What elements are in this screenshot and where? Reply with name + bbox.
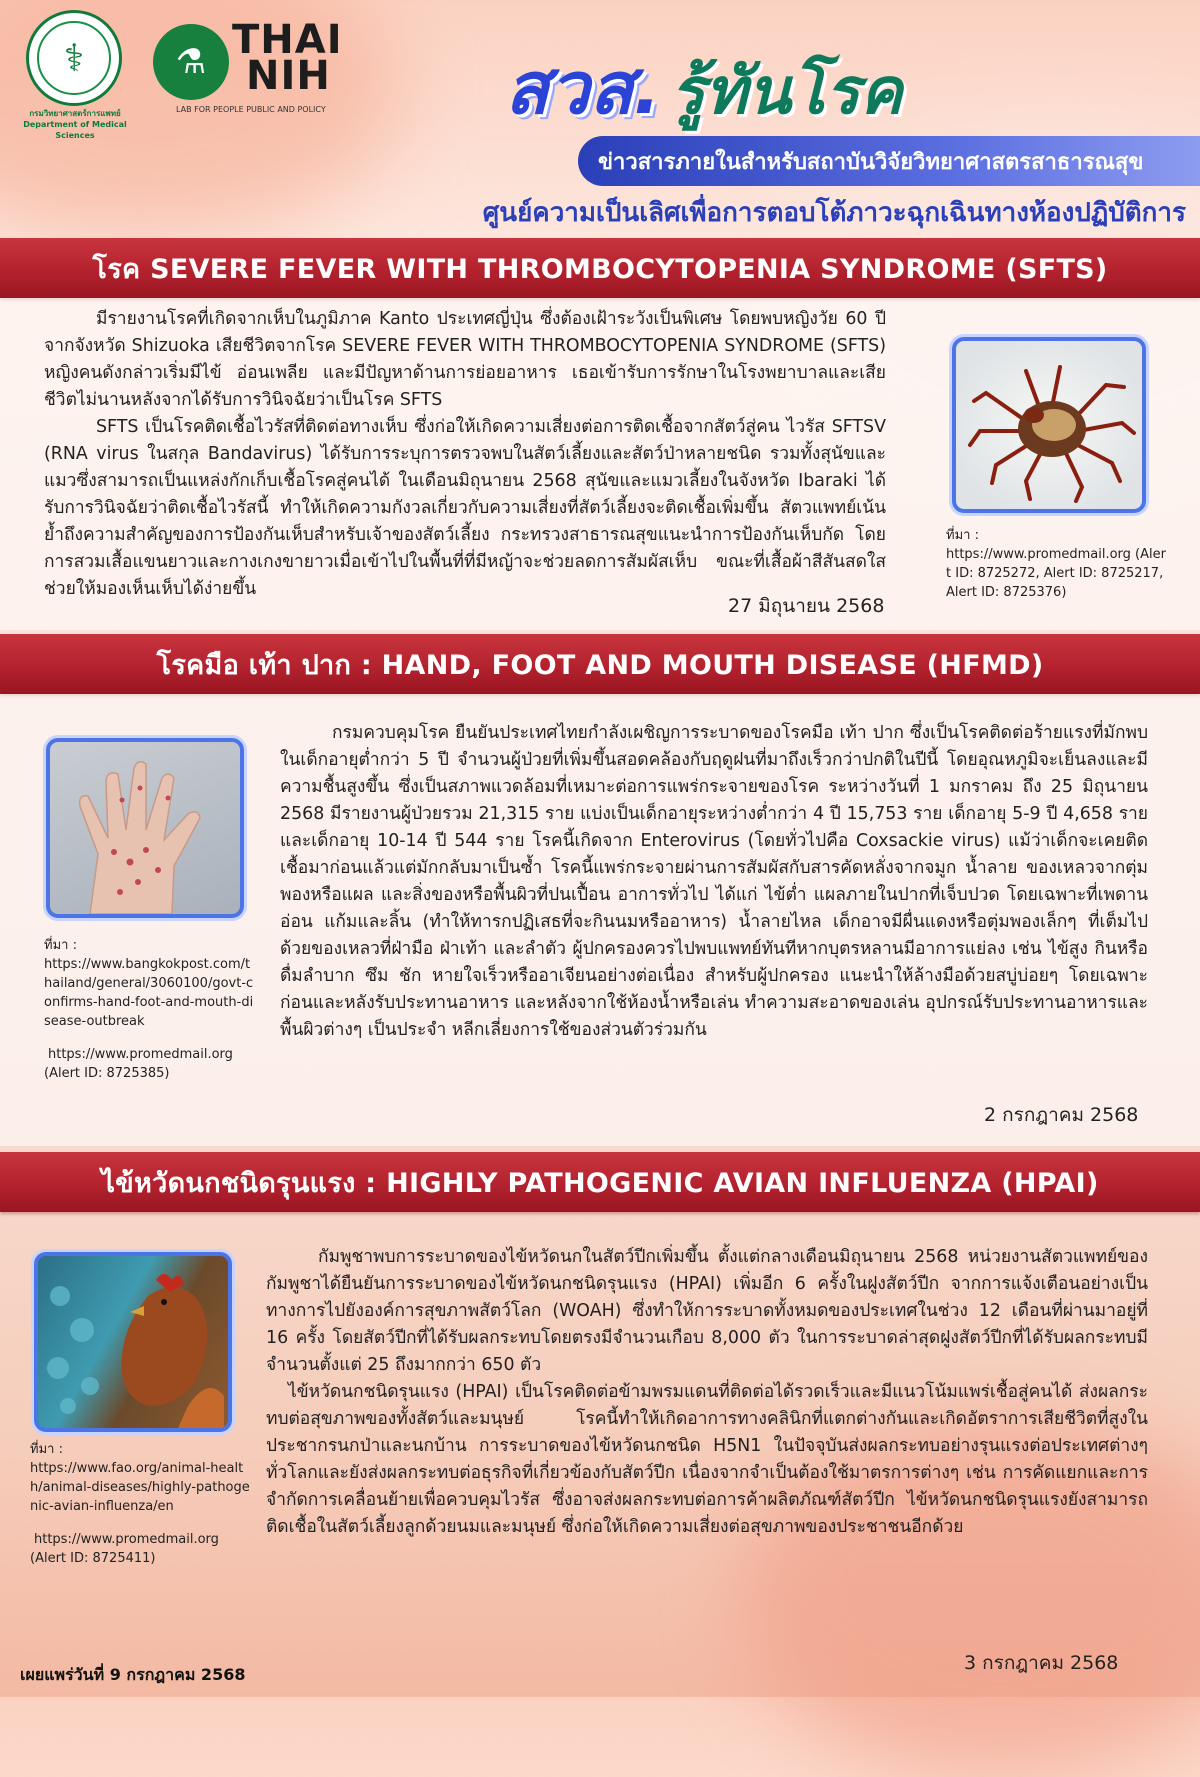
chicken-photo [34, 1252, 232, 1432]
chicken-icon [38, 1256, 228, 1428]
tick-photo [952, 337, 1146, 513]
section-header-sfts: โรค SEVERE FEVER WITH THROMBOCYTOPENIA SYNDROME (SFTS) [0, 238, 1200, 298]
caduceus-icon: ⚕ [37, 21, 111, 95]
subtitle-bar: ข่าวสารภายในสำหรับสถาบันวิจัยวิทยาศาสตรสาธารณสุข [578, 136, 1200, 186]
tick-icon [956, 341, 1142, 509]
published-date: เผยแพร่วันที่ 9 กรกฎาคม 2568 [20, 1665, 246, 1684]
hand-icon [50, 742, 240, 914]
dms-caption: กรมวิทยาศาสตร์การแพทย์ Department of Medical Sciences [23, 109, 127, 140]
dms-logo [26, 10, 122, 106]
subtitle-line: ศูนย์ความเป็นเลิศเพื่อการตอบโต้ภาวะฉุกเฉินทางห้องปฏิบัติการ [482, 198, 1186, 228]
sfts-body: มีรายงานโรคที่เกิดจากเห็บในภูมิภาค Kanto ประเทศญี่ปุ่น ซึ่งต้องเฝ้าระวังเป็นพิเศษ โดยพบหญิงวัย 60 ปี จากจังหวัด Shizuoka เสียชีวิตจากโรค SEVERE FEVER WITH THROMBOCYTOPENIA SYNDROME (SFTS) หญิงคนดังกล่าวเริ่มมีไข้ อ่อนเพลีย และมีปัญหาด้านการย่อยอาหาร เธอเข้ารับการรักษาในโรงพยาบาลและเสียชีวิตไม่นานหลังจากได้รับการวินิจฉัยว่าเป็นโรค SFTS SFTS เป็นโรคติดเชื้อไวรัสที่ติดต่อทางเห็บ ซึ่งก่อให้เกิดความเสี่ยงต่อการติดเชื้อจากสัตว์สู่คน ไวรัส SFTSV (RNA virus ในสกุล Bandavirus) ได้รับการระบุการตรวจพบในสัตว์เลี้ยงและสัตว์ป่าหลายชนิด รวมทั้งสุนัขและแมวซึ่งสามารถเป็นแหล่งกักเก็บเชื้อโรคสู่คนได้ ในเดือนมิถุนายน 2568 สุนัขและแมวเลี้ยงในจังหวัด Ibaraki ได้รับการวินิจฉัยว่าติดเชื้อไวรัสนี้ ทำให้เกิดความกังวลเกี่ยวกับความเสี่ยงที่สัตว์เลี้ยงจะติดเชื้อเพิ่มขึ้น สัตวแพทย์เน้นย้ำถึงความสำคัญของการป้องกันเห็บสำหรับเจ้าของสัตว์เลี้ยง กระทรวงสาธารณสุขแนะนำการป้องกันเห็บกัด โดยการสวมเสื้อแขนยาวและกางเกงขายาวเมื่อเข้าไปในพื้นที่ที่มีหญ้าจะช่วยลดการสัมผัสเห็บ ขณะที่เสื้อผ้าสีสันสดใสช่วยให้มองเห็นเห็บได้ง่ายขึ้น [44, 309, 887, 599]
sfts-source: ที่มา : https://www.promedmail.org (Alert ID: 8725272, Alert ID: 8725217, Alert ID: 8725376) [946, 528, 1166, 600]
hfmd-date: 2 กรกฎาคม 2568 [984, 1104, 1139, 1126]
nih-logo-icon: ⚗ [153, 24, 229, 100]
section-header-hpai: ไข้หวัดนกชนิดรุนแรง : HIGHLY PATHOGENIC AVIAN INFLUENZA (HPAI) [0, 1152, 1200, 1212]
hfmd-body: กรมควบคุมโรค ยืนยันประเทศไทยกำลังเผชิญการระบาดของโรคมือ เท้า ปาก ซึ่งเป็นโรคติดต่อร้ายแรงที่มักพบในเด็กอายุต่ำกว่า 5 ปี จำนวนผู้ป่วยที่เพิ่มขึ้นสอดคล้องกับฤดูฝนที่มาถึงเร็วกว่าปกติในปีนี้ โดยอุณหภูมิจะเย็นลงและมีความชื้นสูงขึ้น ซึ่งเป็นสภาพแวดล้อมที่เหมาะต่อการแพร่กระจายของโรค ระหว่างวันที่ 1 มกราคม ถึง 25 มิถุนายน 2568 มีรายงานผู้ป่วยรวม 21,315 ราย แบ่งเป็นเด็กอายุระหว่างต่ำกว่า 4 ปี 15,753 ราย เด็กอายุ 5-9 ปี 4,658 ราย และเด็กอายุ 10-14 ปี 544 ราย โรคนี้เกิดจาก Enterovirus (โดยทั่วไปคือ Coxsackie virus) แม้ว่าเด็กจะเคยติดเชื้อมาก่อนแล้วแต่มักกลับมาเป็นซ้ำ โรคนี้แพร่กระจายผ่านการสัมผัสกับสารคัดหลั่งจากจมูก น้ำลาย ของเหลวจากตุ่มพองหรือแผล และสิ่งของหรือพื้นผิวที่ปนเปื้อน อาการทั่วไป ได้แก่ ไข้ต่ำ แผลภายในปากที่เจ็บปวด โดยเฉพาะที่เพดานอ่อน แก้มและลิ้น (ทำให้ทารกปฏิเสธที่จะกินนมหรืออาหาร) น้ำลายไหล เด็กอาจมีผื่นแดงหรือตุ่มพองเล็กๆ ที่เต็มไปด้วยของเหลวที่ฝ่ามือ ฝ่าเท้า และลำตัว ผู้ปกครองควรไปพบแพทย์ทันทีหากบุตรหลานมีอาการแย่ลง เช่น ไข้สูง กินหรือดื่มลำบาก ซึม ชัก หายใจเร็วหรืออาเจียนอย่างต่อเนื่อง สำหรับผู้ปกครอง แนะนำให้ล้างมือด้วยสบู่บ่อยๆ โดยเฉพาะก่อนและหลังรับประทานอาหาร และหลังจากใช้ห้องน้ำหรือเล่น ทำความสะอาดของเล่น อุปกรณ์รับประทานอาหารและพื้นผิวต่างๆ เป็นประจำ หลีกเลี่ยงการใช้ของส่วนตัวร่วมกัน [280, 723, 1148, 1040]
nih-logo-text: THAI NIH [232, 17, 343, 99]
hpai-body: กัมพูชาพบการระบาดของไข้หวัดนกในสัตว์ปีกเพิ่มขึ้น ตั้งแต่กลางเดือนมิถุนายน 2568 หน่วยงานสัตวแพทย์ของกัมพูชาได้ยืนยันการระบาดของไข้หวัดนกชนิดรุนแรง (HPAI) เพิ่มอีก 6 ครั้งในฝูงสัตว์ปีก จากการแจ้งเตือนอย่างเป็นทางการไปยังองค์การสุขภาพสัตว์โลก (WOAH) ซึ่งทำให้การระบาดทั้งหมดของประเทศในช่วง 12 เดือนที่ผ่านมาอยู่ที่ 16 ครั้ง โดยสัตว์ปีกที่ได้รับผลกระทบโดยตรงมีจำนวนเกือบ 8,000 ตัว ในการระบาดล่าสุดฝูงสัตว์ปีกที่ได้รับผลกระทบมีจำนวนตั้งแต่ 25 ถึงมากกว่า 650 ตัว ไข้หวัดนกชนิดรุนแรง (HPAI) เป็นโรคติดต่อข้ามพรมแดนที่ติดต่อได้รวดเร็วและมีแนวโน้มแพร่เชื้อสู่คนได้ ส่งผลกระทบต่อสุขภาพของทั้งสัตว์และมนุษย์ โรคนี้ทำให้เกิดอาการทางคลินิกที่แตกต่างกันและเกิดอัตราการเสียชีวิตที่สูงในประชากรนกป่าและนกบ้าน การระบาดของไข้หวัดนกชนิด H5N1 ในปัจจุบันส่งผลกระทบอย่างรุนแรงต่อประเทศต่างๆทั่วโลกและยังส่งผลกระทบต่อธุรกิจที่เกี่ยวข้องกับสัตว์ปีก เนื่องจากจำเป็นต้องใช้มาตรการต่างๆ เช่น การคัดแยกและการจำกัดการเคลื่อนย้ายเพื่อควบคุมไวรัส ซึ่งอาจส่งผลกระทบต่อการค้าผลิตภัณฑ์สัตว์ปีก ไข้หวัดนกชนิดรุนแรงยังสามารถติดเชื้อในสัตว์เลี้ยงลูกด้วยนมและมนุษย์ ซึ่งก่อให้เกิดความเสี่ยงต่อสุขภาพของประชาชนอีกด้วย [266, 1247, 1148, 1537]
section-header-hfmd: โรคมือ เท้า ปาก : HAND, FOOT AND MOUTH DISEASE (HFMD) [0, 634, 1200, 694]
sfts-date: 27 มิถุนายน 2568 [728, 595, 885, 617]
hand-photo [46, 738, 244, 918]
hpai-source: ที่มา : https://www.fao.org/animal-health/animal-diseases/highly-pathogenic-avian-influenza/en https://www.promedmail.org (Alert ID: 8725411) [30, 1442, 250, 1566]
brand-title: สวส. รู้ทันโรค [505, 46, 903, 130]
hpai-date: 3 กรกฎาคม 2568 [964, 1652, 1119, 1674]
nih-tagline: LAB FOR PEOPLE PUBLIC AND POLICY [176, 105, 326, 114]
hfmd-source: ที่มา : https://www.bangkokpost.com/thailand/general/3060100/govt-confirms-hand-foot-and-mouth-disease-outbreak https://www.promedmail.org (Alert ID: 8725385) [44, 938, 254, 1081]
